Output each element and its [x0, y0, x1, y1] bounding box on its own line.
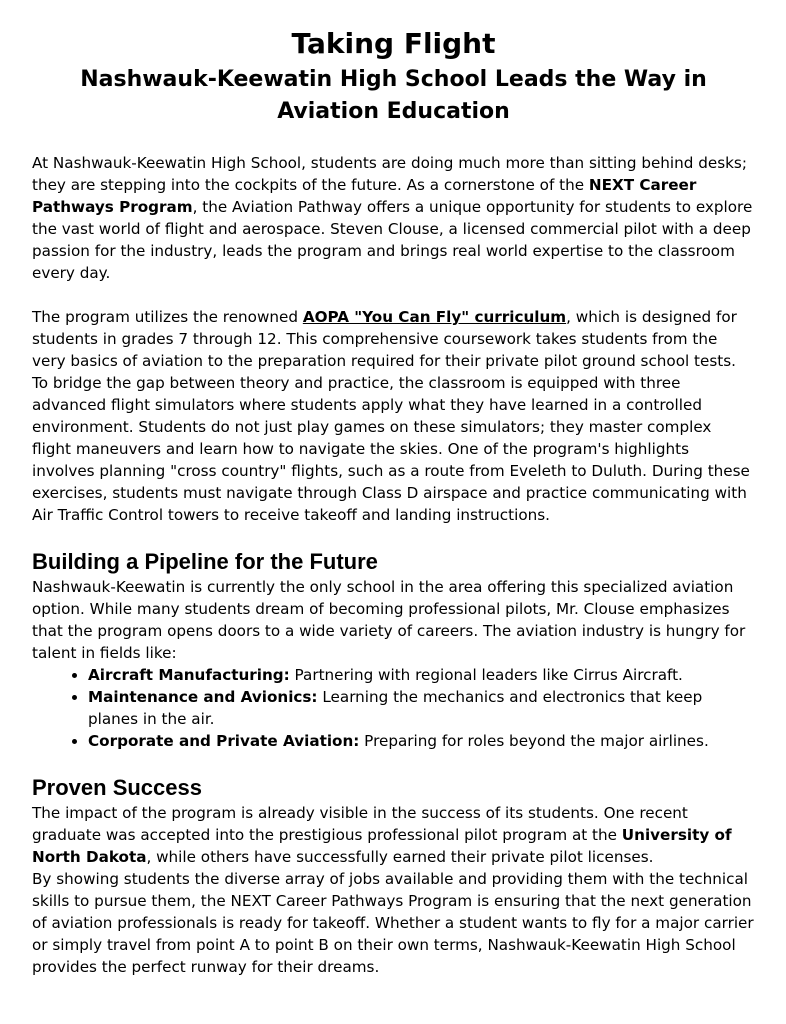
success-text-a: The impact of the program is already visible in the success of its students. One recent graduate was accepted into the prestigious professional pilot program at the: [32, 804, 688, 844]
intro-text-a: At Nashwauk-Keewatin High School, students are doing much more than sitting behind desks; they are stepping into the cockpits of the future. As a cornerstone of the: [32, 154, 747, 194]
intro-bold-program: NEXT Career Pathways Program: [32, 176, 697, 216]
list-item-label: Maintenance and Avionics:: [88, 688, 318, 706]
program-text-a: The program utilizes the renowned: [32, 308, 303, 326]
list-item: [88, 686, 755, 730]
list-item-label: Corporate and Private Aviation:: [88, 732, 360, 750]
career-list: [32, 664, 755, 752]
list-item-text: Learning the mechanics and electronics that keep planes in the air.: [88, 688, 703, 728]
curriculum-link[interactable]: AOPA "You Can Fly" curriculum: [302, 308, 567, 326]
intro-paragraph: [32, 152, 755, 284]
list-item-label: Aircraft Manufacturing:: [88, 666, 290, 684]
pipeline-paragraph: Nashwauk-Keewatin is currently the only school in the area offering this specialized aviation option. While many students dream of becoming professional pilots, Mr. Clouse emphasizes that the program opens doors to a wide variety of careers. The aviation industry is hungry for talent in fields like:: [32, 578, 746, 662]
list-item: [88, 730, 755, 752]
list-item: [88, 664, 755, 686]
success-paragraph: [32, 802, 755, 868]
closing-paragraph: By showing students the diverse array of jobs available and providing them with the technical skills to pursue them, the NEXT Career Pathways Program is ensuring that the next generation of aviation professionals is ready for takeoff. Whether a student wants to fly for a major carrier or simply travel from point A to point B on their own terms, Nashwauk-Keewatin High School provides the perfect runway for their dreams.: [32, 870, 754, 976]
success-bold-university: University of North Dakota: [32, 826, 732, 866]
program-paragraph: [32, 306, 755, 526]
page-subtitle: Nashwauk-Keewatin High School Leads the Way in Aviation Education: [80, 67, 707, 124]
intro-text-b: , the Aviation Pathway offers a unique opportunity for students to explore the vast world of flight and aerospace. Steven Clouse, a licensed commercial pilot with a deep passion for the industry, leads the program and brings real world expertise to the classroom every day.: [32, 198, 753, 282]
pipeline-heading: Building a Pipeline for the Future: [32, 549, 378, 574]
success-heading: Proven Success: [32, 775, 202, 800]
list-item-text: Partnering with regional leaders like Cirrus Aircraft.: [289, 666, 683, 684]
program-text-b: , which is designed for students in grades 7 through 12. This comprehensive coursework takes students from the very basics of aviation to the preparation required for their private pilot ground school tests. To bridge the gap between theory and practice, the classroom is equipped with three advanced flight simulators where students apply what they have learned in a controlled environment. Students do not just play games on these simulators; they master complex flight maneuvers and learn how to navigate the skies. One of the program's highlights involves planning "cross country" flights, such as a route from Eveleth to Duluth. During these exercises, students must navigate through Class D airspace and practice communicating with Air Traffic Control towers to receive takeoff and landing instructions.: [32, 308, 750, 524]
page-title: Taking Flight: [291, 27, 496, 60]
list-item-text: Preparing for roles beyond the major airlines.: [359, 732, 709, 750]
success-text-b: , while others have successfully earned their private pilot licenses.: [146, 848, 654, 866]
